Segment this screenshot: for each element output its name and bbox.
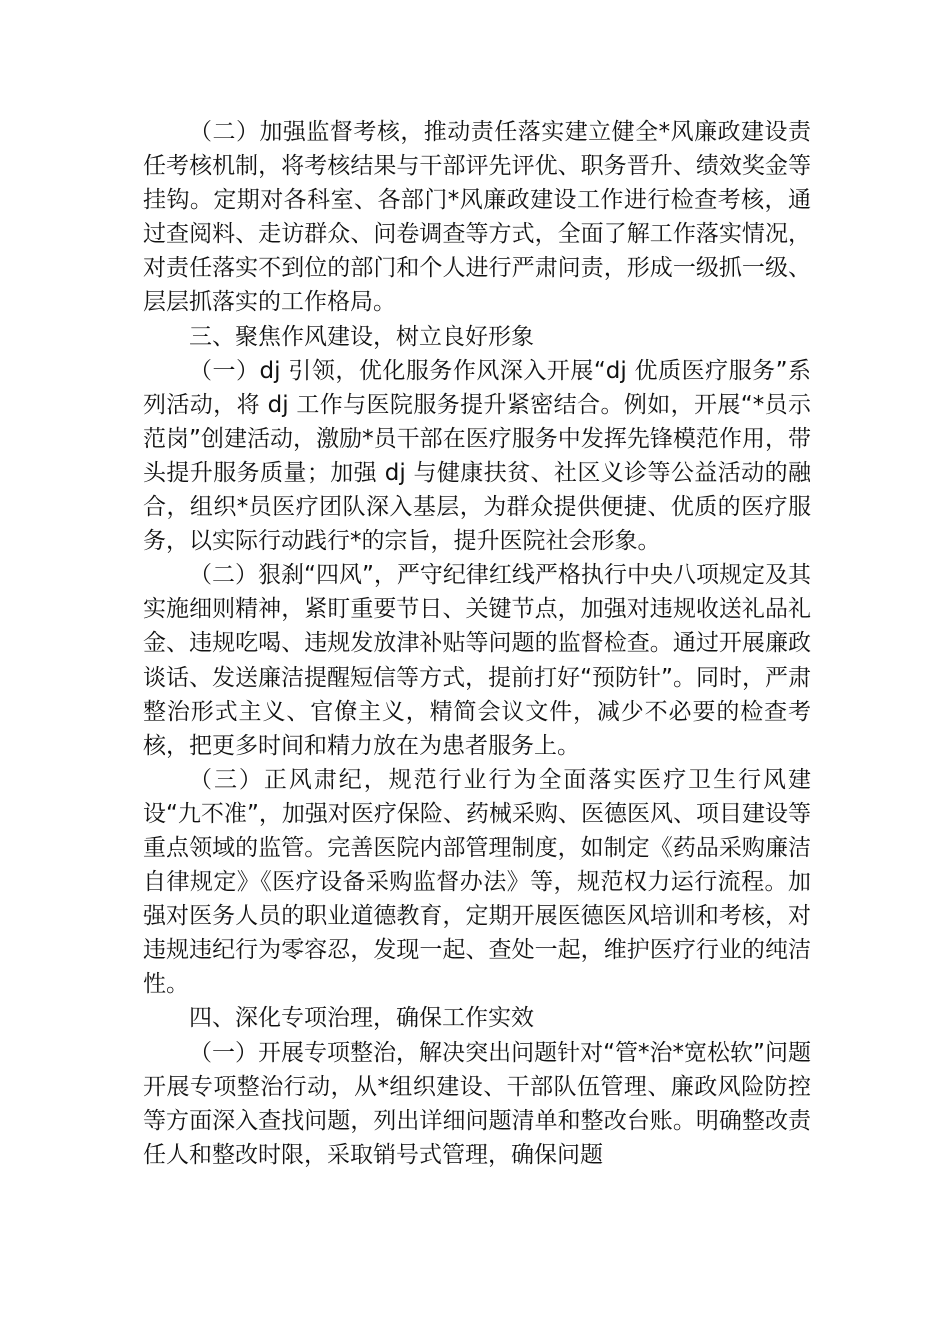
section-heading-work-style: 三、聚焦作风建设，树立良好形象 [189, 323, 534, 350]
paragraph-special-rectification: （一）开展专项整治，解决突出问题针对“管*治*宽松软”问题开展专项整治行动，从*组织建设、干部队伍管理、廉政风险防控等方面深入查找问题，列出详细问题清单和整改台账。明确整改责任人和整改时限，采取销号式管理，确保问题 [143, 1039, 811, 1168]
paragraph-dj-service: （一）dj 引领，优化服务作风深入开展“dj 优质医疗服务”系列活动，将 dj 工作与医院服务提升紧密结合。例如，开展“*员示范岗”创建活动，激励*员干部在医疗服务中发挥先锋模范作用，带头提升服务质量；加强 dj 与健康扶贫、社区义诊等公益活动的融合，组织*员医疗团队深入基层，为群众提供便捷、优质的医疗服务，以实际行动践行*的宗旨，提升医院社会形象。 [143, 357, 811, 555]
paragraph-industry-conduct: （三）正风肃纪，规范行业行为全面落实医疗卫生行风建设“九不准”，加强对医疗保险、药械采购、医德医风、项目建设等重点领域的监管。完善医院内部管理制度，如制定《药品采购廉洁自律规定》《医疗设备采购监督办法》等，规范权力运行流程。加强对医务人员的职业道德教育，定期开展医德医风培训和考核，对违规违纪行为零容忍，发现一起、查处一起，维护医疗行业的纯洁性。 [143, 766, 811, 998]
section-heading-special-governance: 四、深化专项治理，确保工作实效 [189, 1005, 534, 1032]
paragraph-supervision-assessment: （二）加强监督考核，推动责任落实建立健全*风廉政建设责任考核机制，将考核结果与干部评先评优、职务晋升、绩效奖金等挂钩。定期对各科室、各部门*风廉政建设工作进行检查考核，通过查阅料、走访群众、问卷调查等方式，全面了解工作落实情况，对责任落实不到位的部门和个人进行严肃问责，形成一级抓一级、层层抓落实的工作格局。 [143, 119, 811, 316]
paragraph-four-winds: （二）狠刹“四风”，严守纪律红线严格执行中央八项规定及其实施细则精神，紧盯重要节日、关键节点，加强对违规收送礼品礼金、违规吃喝、违规发放津补贴等问题的监督检查。通过开展廉政谈话、发送廉洁提醒短信等方式，提前打好“预防针”。同时，严肃整治形式主义、官僚主义，精简会议文件，减少不必要的检查考核，把更多时间和精力放在为患者服务上。 [143, 562, 811, 759]
document-body [143, 115, 811, 1172]
